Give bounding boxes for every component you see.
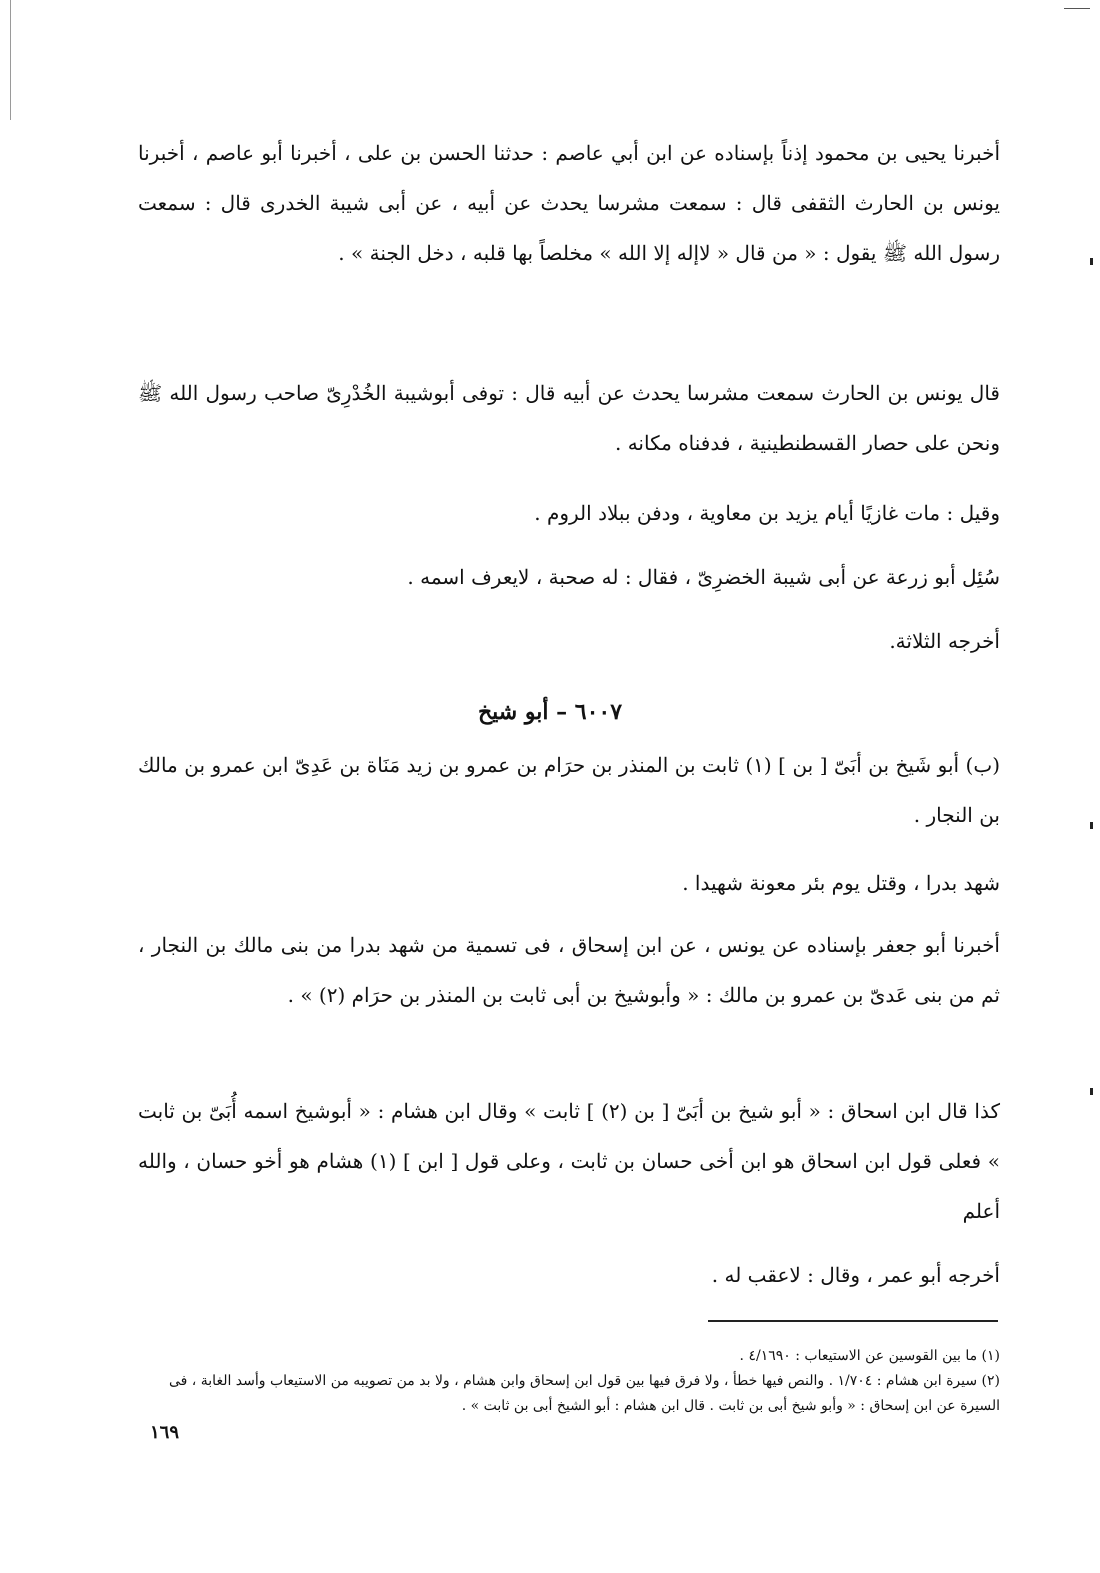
footnotes bbox=[128, 1344, 1000, 1419]
paragraph-ibn-ishaq: أخبرنا أبو جعفر بإسناده عن يونس ، عن ابن إسحاق ، فى تسمية من شهد بدرا من بنى مالك بن النجار ، ثم من بنى عَدىّ بن عمرو بن مالك : « وأبوشيخ بن أبى ثابت بن المنذر بن حرَام (٢) » . bbox=[138, 933, 1000, 1007]
paragraph-abu-zura: سُئِل أبو زرعة عن أبى شيبة الخضرِىّ ، فقال : له صحبة ، لايعرف اسمه . bbox=[407, 565, 1000, 589]
page-number: ١٦٩ bbox=[150, 1422, 180, 1443]
footnote-2: (٢) سيرة ابن هشام : ١/٧٠٤ . والنص فيها خطأ ، ولا فرق فيها بين قول ابن إسحاق وابن هشام ، ولا بد من تصويبه من الاستيعاب وأسد الغابة ، فى السيرة عن ابن إسحاق : « وأبو شيخ أبى بن ثابت . قال ابن هشام : أبو الشيخ أبى بن ثابت » . bbox=[169, 1373, 1000, 1414]
footnote-divider bbox=[708, 1320, 998, 1322]
entry-heading: ٦٠٠٧ – أبو شيخ bbox=[477, 699, 623, 726]
scan-edge-right-line bbox=[1064, 8, 1090, 9]
paragraph-attribution: أخرجه الثلاثة. bbox=[889, 629, 1000, 653]
margin-mark bbox=[1090, 258, 1093, 265]
scan-edge-left-line bbox=[10, 0, 11, 120]
margin-mark bbox=[1090, 1088, 1093, 1095]
paragraph-death-report: قال يونس بن الحارث سمعت مشرسا يحدث عن أبيه قال : توفى أبوشيبة الخُدْرِىّ صاحب رسول الله ﷺ ونحن على حصار القسطنطينية ، فدفناه مكانه . bbox=[138, 381, 1000, 455]
margin-mark bbox=[1090, 822, 1093, 829]
paragraph-ibn-hisham: كذا قال ابن اسحاق : « أبو شيخ بن أبَىّ [ بن (٢) ] ثابت » وقال ابن هشام : « أبوشيخ اسمه أُبَىّ بن ثابت » فعلى قول ابن اسحاق هو ابن أخى حسان بن ثابت ، وعلى قول [ ابن ] (١) هشام هو أخو حسان ، والله أعلم bbox=[138, 1099, 1001, 1223]
footnote-1: (١) ما بين القوسين عن الاستيعاب : ٤/١٦٩٠ . bbox=[739, 1348, 1000, 1364]
paragraph-lineage: (ب) أبو شَيخ بن أبَىّ [ بن ] (١) ثابت بن المنذر بن حرَام بن عمرو بن زيد مَنَاة بن عَدِىّ ابن عمرو بن مالك بن النجار . bbox=[138, 753, 1000, 827]
paragraph-abu-umar: أخرجه أبو عمر ، وقال : لاعقب له . bbox=[711, 1263, 1000, 1287]
paragraph-badr: شهد بدرا ، وقتل يوم بئر معونة شهيدا . bbox=[682, 871, 1000, 895]
paragraph-hadith-chain: أخبرنا يحيى بن محمود إذناً بإسناده عن ابن أبي عاصم : حدثنا الحسن بن على ، أخبرنا أبو عاصم ، أخبرنا يونس بن الحارث الثقفى قال : سمعت مشرسا يحدث عن أبيه ، عن أبى شيبة الخدرى قال : سمعت رسول الله ﷺ يقول : « من قال « لاإله إلا الله » مخلصاً بها قلبه ، دخل الجنة » . bbox=[138, 141, 1000, 265]
paragraph-alternate-report: وقيل : مات غازيًا أيام يزيد بن معاوية ، ودفن ببلاد الروم . bbox=[534, 501, 1000, 525]
